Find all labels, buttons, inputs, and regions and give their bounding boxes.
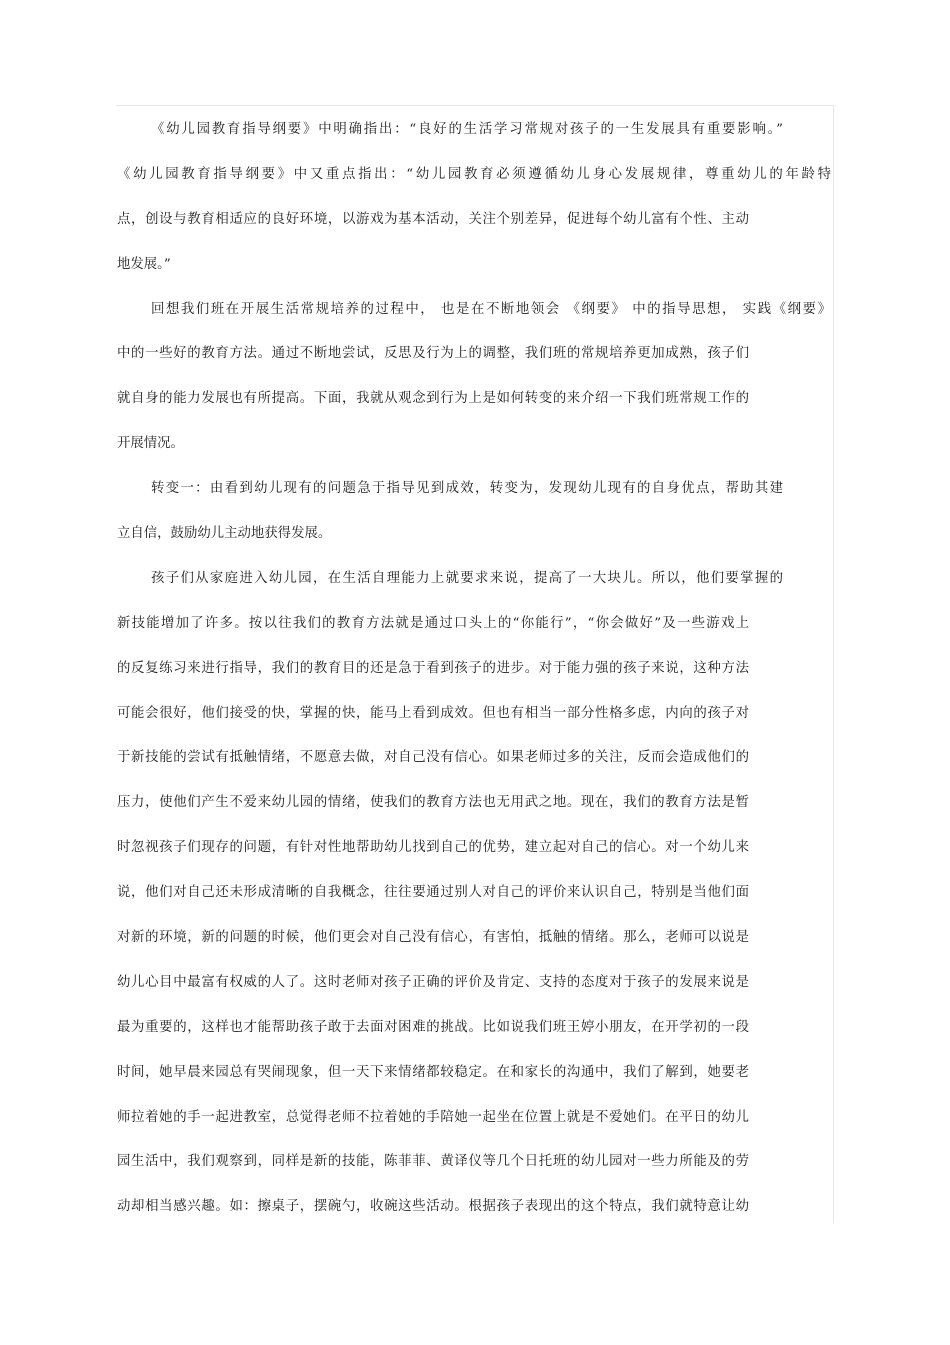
paragraph-4 bbox=[117, 557, 831, 1230]
text-line: 时间，她早晨来园总有哭闹现象，但一天下来情绪都较稳定。在和家长的沟通中，我们了解到，她要老 bbox=[117, 1064, 749, 1080]
text-line: 于新技能的尝试有抵触情绪，不愿意去做，对自己没有信心。如果老师过多的关注，反而会造成他们的 bbox=[117, 750, 749, 766]
text-line: 时忽视孩子们现存的问题，有针对性地帮助幼儿找到自己的优势，建立起对自己的信心。对一个幼儿来 bbox=[117, 840, 749, 856]
text-line: 回想我们班在开展生活常规培养的过程中， 也是在不断地领会 《纲要》 中的指导思想， 实践《纲要》 bbox=[151, 301, 831, 317]
text-line: 孩子们从家庭进入幼儿园，在生活自理能力上就要求来说，提高了一大块儿。所以，他们要掌握的 bbox=[151, 570, 783, 586]
text-line: 对新的环境，新的问题的时候，他们更会对自己没有信心，有害怕，抵触的情绪。那么，老师可以说是 bbox=[117, 930, 749, 946]
text-line: 新技能增加了许多。按以往我们的教育方法就是通过口头上的“你能行”，“你会做好”及一些游戏上 bbox=[117, 615, 749, 631]
text-line: 就自身的能力发展也有所提高。下面，我就从观念到行为上是如何转变的来介绍一下我们班常规工作的 bbox=[117, 391, 749, 407]
text-line: 最为重要的，这样也才能帮助孩子敢于去面对困难的挑战。比如说我们班王婷小朋友，在开学初的一段 bbox=[117, 1019, 749, 1035]
paragraph-3 bbox=[117, 467, 831, 557]
text-line: 动却相当感兴趣。如：擦桌子，摆碗勺，收碗这些活动。根据孩子表现出的这个特点，我们就特意让幼 bbox=[117, 1199, 749, 1215]
text-line: 园生活中，我们观察到，同样是新的技能，陈菲菲、黄译仪等几个日托班的幼儿园对一些力所能及的劳 bbox=[117, 1154, 749, 1170]
text-line: 立自信，鼓励幼儿主动地获得发展。 bbox=[117, 526, 332, 542]
text-line: 地发展。” bbox=[117, 256, 171, 272]
text-line: 的反复练习来进行指导，我们的教育目的还是急于看到孩子的进步。对于能力强的孩子来说，这种方法 bbox=[117, 660, 749, 676]
document-body bbox=[117, 108, 831, 1230]
text-line: 转变一：由看到幼儿现有的问题急于指导见到成效，转变为，发现幼儿现有的自身优点，帮助其建 bbox=[151, 481, 783, 497]
page-border-top bbox=[116, 105, 834, 106]
text-line: 幼儿心目中最富有权威的人了。这时老师对孩子正确的评价及肯定、支持的态度对于孩子的发展来说是 bbox=[117, 974, 749, 990]
text-line: 中的一些好的教育方法。通过不断地尝试，反思及行为上的调整，我们班的常规培养更加成熟，孩子们 bbox=[117, 346, 749, 362]
text-line: 可能会很好，他们接受的快，掌握的快，能马上看到成效。但也有相当一部分性格多虑，内向的孩子对 bbox=[117, 705, 749, 721]
text-line: 《幼儿园教育指导纲要》中明确指出：“良好的生活学习常规对孩子的一生发展具有重要影响。” bbox=[151, 122, 783, 137]
text-line: 师拉着她的手一起进教室，总觉得老师不拉着她的手陪她一起坐在位置上就是不爱她们。在平日的幼儿 bbox=[117, 1109, 749, 1125]
page-border-right bbox=[833, 105, 834, 1223]
paragraph-1 bbox=[117, 108, 831, 288]
text-line: 压力，使他们产生不爱来幼儿园的情绪，使我们的教育方法也无用武之地。现在，我们的教育方法是暂 bbox=[117, 795, 749, 811]
text-line: 点，创设与教育相适应的良好环境，以游戏为基本活动，关注个别差异，促进每个幼儿富有个性、主动 bbox=[117, 211, 749, 227]
paragraph-2 bbox=[117, 288, 831, 468]
text-line: 《幼儿园教育指导纲要》中又重点指出：“幼儿园教育必须遵循幼儿身心发展规律，尊重幼儿的年龄特 bbox=[117, 166, 831, 182]
text-line: 开展情况。 bbox=[117, 436, 184, 452]
text-line: 说，他们对自己还未形成清晰的自我概念，往往要通过别人对自己的评价来认识自己，特别是当他们面 bbox=[117, 885, 749, 901]
